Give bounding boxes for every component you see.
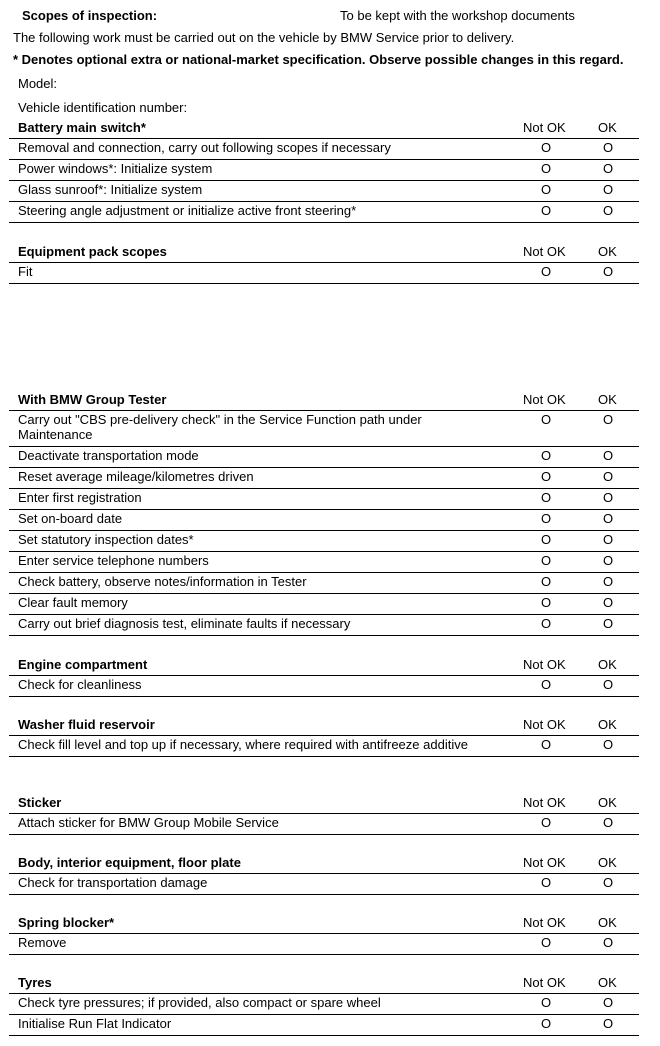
section-title: With BMW Group Tester (18, 392, 167, 407)
checklist-row (9, 410, 639, 446)
section-header (9, 975, 639, 991)
section-title: Engine compartment (18, 657, 148, 672)
checklist-item-label: Check fill level and top up if necessary, where required with antifreeze additive (18, 737, 468, 752)
column-not-ok-label: Not OK (523, 244, 566, 259)
checklist-item-label: Set statutory inspection dates* (18, 532, 194, 547)
column-not-ok-label: Not OK (523, 120, 566, 135)
not-ok-checkbox[interactable]: O (540, 412, 552, 427)
not-ok-checkbox[interactable]: O (540, 737, 552, 752)
checklist-row (9, 993, 639, 1014)
checklist-item-label: Enter service telephone numbers (18, 553, 209, 568)
checklist-item-label: Steering angle adjustment or initialize active front steering* (18, 203, 357, 218)
checklist-item-label: Attach sticker for BMW Group Mobile Service (18, 815, 279, 830)
section-header (9, 392, 639, 408)
column-not-ok-label: Not OK (523, 855, 566, 870)
not-ok-checkbox[interactable]: O (540, 264, 552, 279)
section-header (9, 244, 639, 260)
ok-checkbox[interactable]: O (602, 875, 614, 890)
checklist-item-label: Power windows*: Initialize system (18, 161, 213, 176)
intro-text: The following work must be carried out on the vehicle by BMW Service prior to delivery. (13, 30, 515, 45)
not-ok-checkbox[interactable]: O (540, 553, 552, 568)
checklist-row (9, 933, 639, 954)
checklist-row (9, 467, 639, 488)
section-header (9, 120, 639, 136)
column-ok-label: OK (598, 717, 617, 732)
checklist-item-label: Remove (18, 935, 67, 950)
ok-checkbox[interactable]: O (602, 140, 614, 155)
ok-checkbox[interactable]: O (602, 264, 614, 279)
column-ok-label: OK (598, 657, 617, 672)
ok-checkbox[interactable]: O (602, 203, 614, 218)
checklist-item-label: Set on-board date (18, 511, 123, 526)
not-ok-checkbox[interactable]: O (540, 511, 552, 526)
not-ok-checkbox[interactable]: O (540, 140, 552, 155)
checklist-item-label: Glass sunroof*: Initialize system (18, 182, 203, 197)
checklist-item-label: Removal and connection, carry out following scopes if necessary (18, 140, 391, 155)
ok-checkbox[interactable]: O (602, 448, 614, 463)
not-ok-checkbox[interactable]: O (540, 616, 552, 631)
checklist-row (9, 572, 639, 593)
not-ok-checkbox[interactable]: O (540, 490, 552, 505)
section-title: Spring blocker* (18, 915, 115, 930)
section-header (9, 795, 639, 811)
header-note: To be kept with the workshop documents (340, 8, 575, 23)
intro-footnote: * Denotes optional extra or national-market specification. Observe possible changes in this regard. (13, 52, 624, 67)
column-ok-label: OK (598, 855, 617, 870)
checklist-row (9, 262, 639, 283)
checklist-item-label: Carry out brief diagnosis test, eliminate faults if necessary (18, 616, 351, 631)
ok-checkbox[interactable]: O (602, 490, 614, 505)
not-ok-checkbox[interactable]: O (540, 161, 552, 176)
not-ok-checkbox[interactable]: O (540, 815, 552, 830)
divider (9, 696, 639, 697)
checklist-row (9, 159, 639, 180)
column-not-ok-label: Not OK (523, 392, 566, 407)
ok-checkbox[interactable]: O (602, 595, 614, 610)
divider (9, 283, 639, 284)
not-ok-checkbox[interactable]: O (540, 469, 552, 484)
ok-checkbox[interactable]: O (602, 182, 614, 197)
not-ok-checkbox[interactable]: O (540, 182, 552, 197)
ok-checkbox[interactable]: O (602, 412, 614, 427)
ok-checkbox[interactable]: O (602, 815, 614, 830)
column-ok-label: OK (598, 244, 617, 259)
section-title: Washer fluid reservoir (18, 717, 155, 732)
not-ok-checkbox[interactable]: O (540, 995, 552, 1010)
ok-checkbox[interactable]: O (602, 935, 614, 950)
checklist-row (9, 551, 639, 572)
section-header (9, 855, 639, 871)
ok-checkbox[interactable]: O (602, 995, 614, 1010)
vin-label: Vehicle identification number: (18, 100, 188, 115)
ok-checkbox[interactable]: O (602, 532, 614, 547)
divider (9, 756, 639, 757)
section-title: Sticker (18, 795, 62, 810)
section-title: Battery main switch* (18, 120, 146, 135)
column-ok-label: OK (598, 915, 617, 930)
column-ok-label: OK (598, 120, 617, 135)
column-ok-label: OK (598, 795, 617, 810)
section-title: Tyres (18, 975, 52, 990)
ok-checkbox[interactable]: O (602, 553, 614, 568)
not-ok-checkbox[interactable]: O (540, 574, 552, 589)
checklist-row (9, 675, 639, 696)
checklist-item-label: Check tyre pressures; if provided, also compact or spare wheel (18, 995, 381, 1010)
checklist-item-label: Initialise Run Flat Indicator (18, 1016, 172, 1031)
checklist-item-label: Deactivate transportation mode (18, 448, 199, 463)
checklist-item-label: Check for transportation damage (18, 875, 208, 890)
not-ok-checkbox[interactable]: O (540, 875, 552, 890)
checklist-row (9, 1014, 639, 1035)
ok-checkbox[interactable]: O (602, 469, 614, 484)
not-ok-checkbox[interactable]: O (540, 677, 552, 692)
checklist-row (9, 509, 639, 530)
checklist-item-label: Fit (18, 264, 33, 279)
divider (9, 222, 639, 223)
column-ok-label: OK (598, 975, 617, 990)
checklist-item-label: Carry out "CBS pre-delivery check" in the Service Function path under Maintenance (18, 412, 422, 442)
checklist-row (9, 138, 639, 159)
section-header (9, 717, 639, 733)
checklist-row (9, 873, 639, 894)
not-ok-checkbox[interactable]: O (540, 595, 552, 610)
column-not-ok-label: Not OK (523, 975, 566, 990)
checklist-row (9, 446, 639, 467)
column-not-ok-label: Not OK (523, 717, 566, 732)
not-ok-checkbox[interactable]: O (540, 935, 552, 950)
divider (9, 894, 639, 895)
divider (9, 834, 639, 835)
page-title: Scopes of inspection: (22, 8, 158, 23)
checklist-row (9, 593, 639, 614)
checklist-item-label: Check battery, observe notes/information in Tester (18, 574, 307, 589)
not-ok-checkbox[interactable]: O (540, 1016, 552, 1031)
not-ok-checkbox[interactable]: O (540, 532, 552, 547)
not-ok-checkbox[interactable]: O (540, 203, 552, 218)
ok-checkbox[interactable]: O (602, 511, 614, 526)
checklist-item-label: Enter first registration (18, 490, 142, 505)
column-ok-label: OK (598, 392, 617, 407)
checklist-item-label: Check for cleanliness (18, 677, 142, 692)
column-not-ok-label: Not OK (523, 915, 566, 930)
not-ok-checkbox[interactable]: O (540, 448, 552, 463)
ok-checkbox[interactable]: O (602, 161, 614, 176)
section-header (9, 657, 639, 673)
column-not-ok-label: Not OK (523, 657, 566, 672)
divider (9, 1035, 639, 1036)
column-not-ok-label: Not OK (523, 795, 566, 810)
ok-checkbox[interactable]: O (602, 737, 614, 752)
checklist-row (9, 530, 639, 551)
checklist-item-label: Reset average mileage/kilometres driven (18, 469, 254, 484)
checklist-row (9, 614, 639, 635)
divider (9, 635, 639, 636)
section-title: Equipment pack scopes (18, 244, 167, 259)
checklist-row (9, 201, 639, 222)
ok-checkbox[interactable]: O (602, 677, 614, 692)
checklist-item-label: Clear fault memory (18, 595, 128, 610)
ok-checkbox[interactable]: O (602, 1016, 614, 1031)
divider (9, 954, 639, 955)
checklist-row (9, 813, 639, 834)
section-header (9, 915, 639, 931)
checklist-row (9, 735, 639, 756)
checklist-row (9, 488, 639, 509)
section-title: Body, interior equipment, floor plate (18, 855, 241, 870)
ok-checkbox[interactable]: O (602, 616, 614, 631)
model-label: Model: (18, 76, 58, 91)
ok-checkbox[interactable]: O (602, 574, 614, 589)
checklist-row (9, 180, 639, 201)
